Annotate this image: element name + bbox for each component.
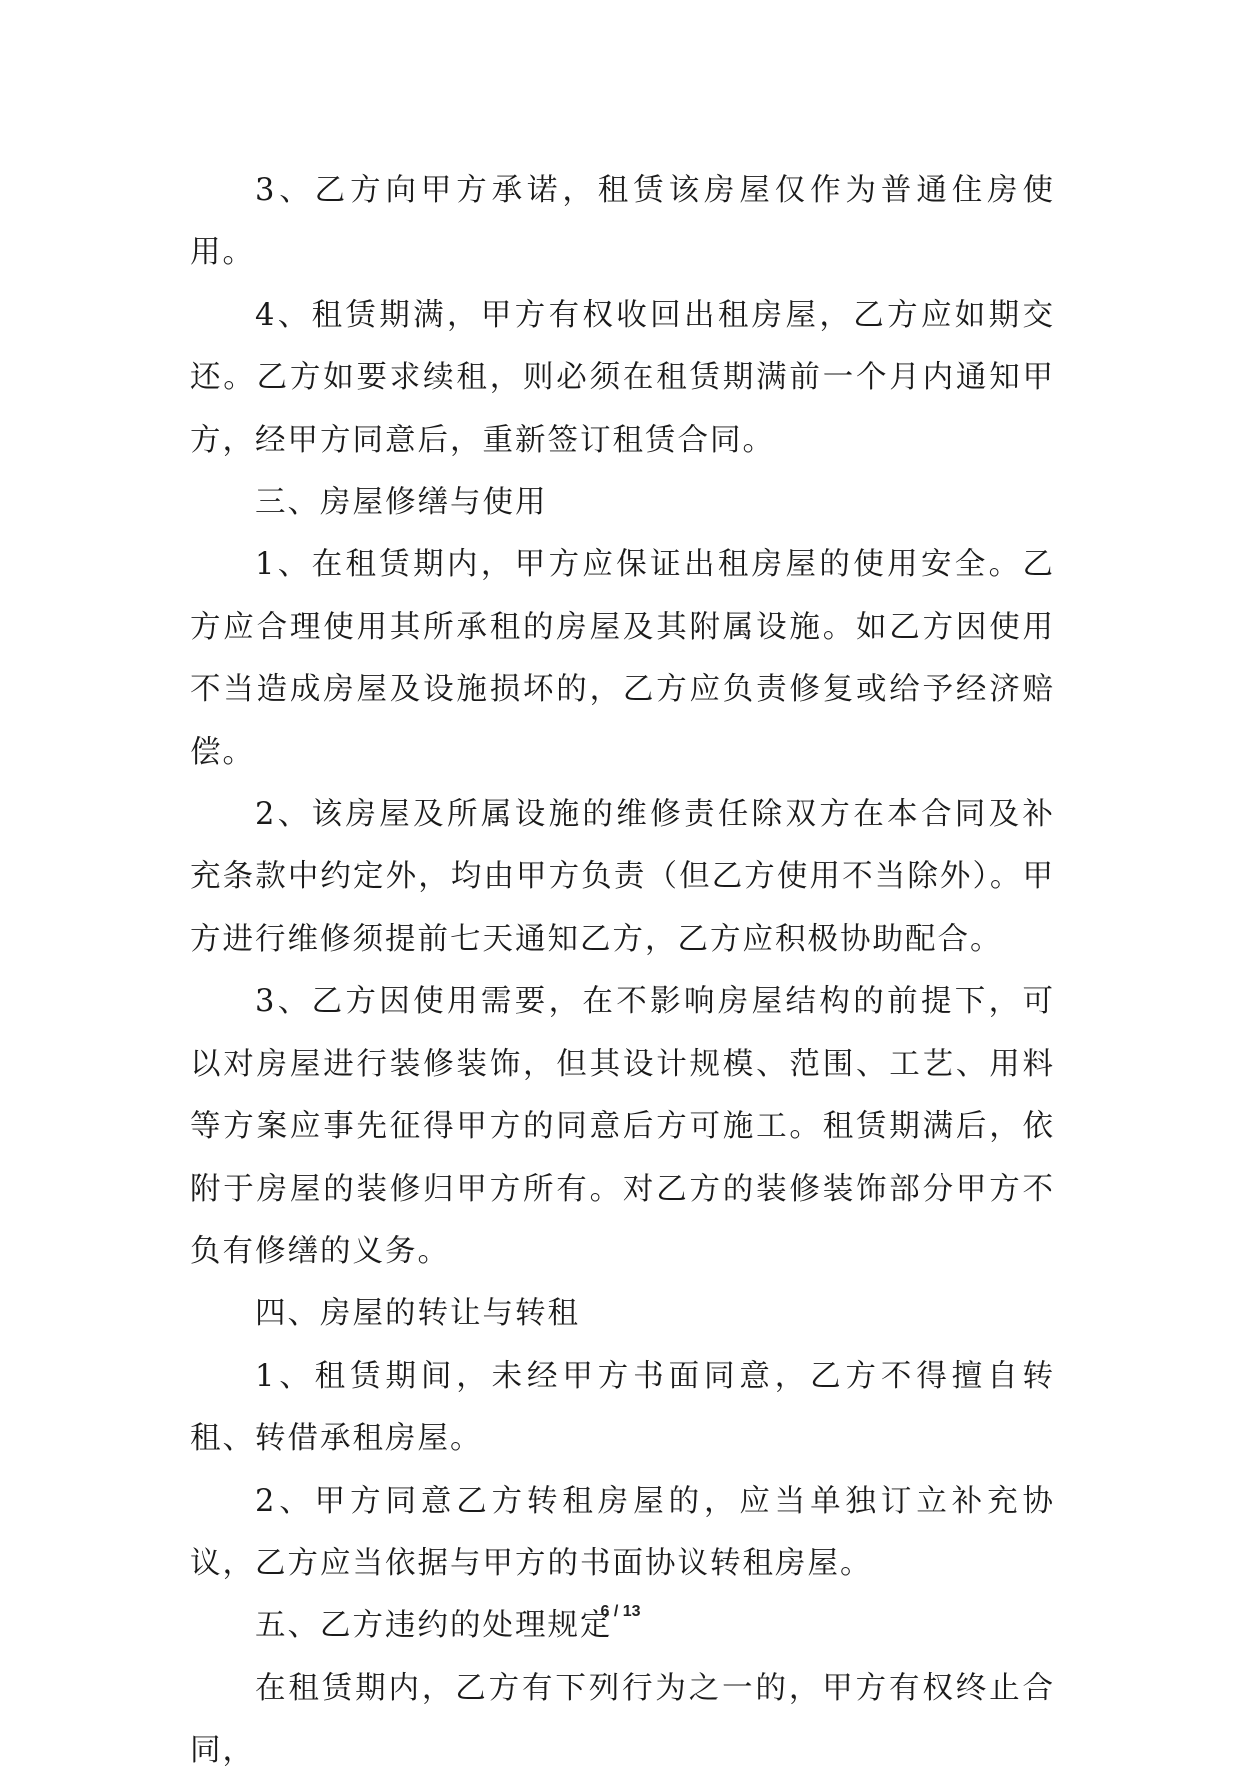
clause-paragraph: 在租赁期内，乙方有下列行为之一的，甲方有权终止合同， [190, 1670, 1055, 1769]
clause-paragraph: 4、租赁期满，甲方有权收回出租房屋，乙方应如期交还。乙方如要求续租，则必须在租赁期满前一个月内通知甲方，经甲方同意后，重新签订租赁合同。 [190, 297, 1055, 458]
clause-paragraph: 2、甲方同意乙方转租房屋的，应当单独订立补充协议，乙方应当依据与甲方的书面协议转租房屋。 [190, 1483, 1055, 1581]
page-number: 6 / 13 [600, 1603, 641, 1620]
clause-paragraph: 1、租赁期间，未经甲方书面同意，乙方不得擅自转租、转借承租房屋。 [190, 1358, 1055, 1457]
section-heading: 四、房屋的转让与转租 [255, 1296, 580, 1332]
clause-paragraph: 3、乙方因使用需要，在不影响房屋结构的前提下，可以对房屋进行装修装饰，但其设计规模、范围、工艺、用料等方案应事先征得甲方的同意后方可施工。租赁期满后，依附于房屋的装修归甲方所有。对乙方的装修装饰部分甲方不负有修缮的义务。 [190, 984, 1055, 1269]
clause-paragraph: 3、乙方向甲方承诺，租赁该房屋仅作为普通住房使用。 [190, 173, 1055, 271]
document-body [190, 160, 1055, 1783]
section-heading: 五、乙方违约的处理规定 [255, 1608, 613, 1644]
section-heading: 三、房屋修缮与使用 [255, 485, 548, 521]
clause-paragraph: 2、该房屋及所属设施的维修责任除双方在本合同及补充条款中约定外，均由甲方负责（但乙方使用不当除外）。甲方进行维修须提前七天通知乙方，乙方应积极协助配合。 [190, 797, 1055, 957]
clause-paragraph: 1、在租赁期内，甲方应保证出租房屋的使用安全。乙方应合理使用其所承租的房屋及其附属设施。如乙方因使用不当造成房屋及设施损坏的，乙方应负责修复或给予经济赔偿。 [190, 547, 1055, 770]
